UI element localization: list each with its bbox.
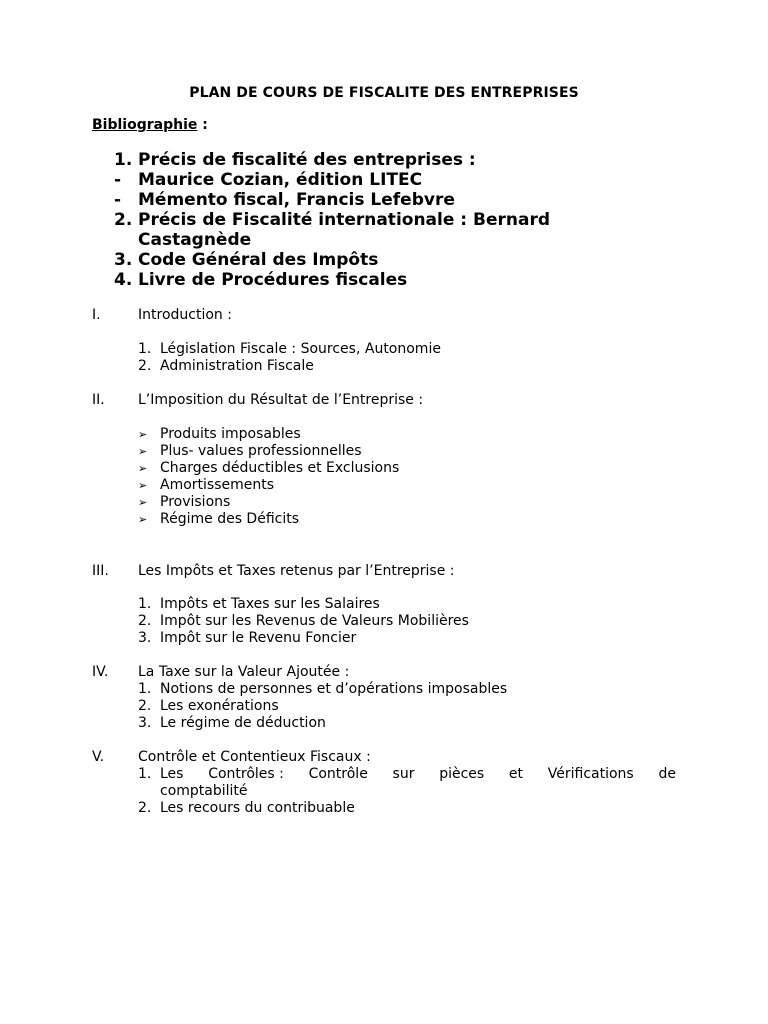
item-marker: 2. [138, 358, 152, 374]
arrow-bullet-icon: ➢ [138, 428, 148, 441]
item-marker: 1. [138, 766, 152, 782]
item-marker: 1. [138, 341, 152, 357]
item-text: Livre de Procédures fiscales [138, 270, 408, 290]
section-title: Introduction : [138, 307, 232, 323]
list-item [0, 511, 768, 528]
item-marker: 2. [114, 210, 133, 230]
bibliography-item [0, 270, 768, 290]
list-item [0, 698, 768, 715]
list-item [0, 766, 768, 800]
item-marker: 2. [138, 613, 152, 629]
section-title: L’Imposition du Résultat de l’Entreprise : [138, 392, 424, 408]
bibliography-item [0, 210, 768, 230]
list-item [0, 630, 768, 647]
list-item [0, 596, 768, 613]
item-text: Mémento fiscal, Francis Lefebvre [138, 190, 455, 210]
section-title: Les Impôts et Taxes retenus par l’Entreprise : [138, 563, 455, 579]
section-numeral: IV. [92, 664, 109, 680]
item-text: Les recours du contribuable [160, 800, 355, 816]
word: Contrôle [308, 766, 368, 782]
item-marker: 3. [138, 715, 152, 731]
section-title: La Taxe sur la Valeur Ajoutée : [138, 664, 350, 680]
list-item [0, 443, 768, 460]
list-item [0, 494, 768, 511]
section-item-list [0, 426, 768, 528]
item-text-line-2: comptabilité [160, 783, 248, 799]
section-item-list [0, 766, 768, 817]
item-text: Code Général des Impôts [138, 250, 379, 270]
arrow-bullet-icon: ➢ [138, 462, 148, 475]
item-text: Notions de personnes et d’opérations imposables [160, 681, 508, 697]
list-item [0, 460, 768, 477]
item-text: Impôt sur le Revenu Foncier [160, 630, 357, 646]
bibliography-label-text: Bibliographie [92, 117, 198, 133]
section-numeral: V. [92, 749, 105, 765]
item-text: Impôts et Taxes sur les Salaires [160, 596, 380, 612]
item-text: Castagnède [138, 230, 252, 250]
word: pièces [439, 766, 485, 782]
item-text: Produits imposables [160, 426, 301, 442]
item-text: Précis de fiscalité des entreprises : [138, 150, 476, 170]
list-item [0, 341, 768, 358]
item-marker: 1. [114, 150, 133, 170]
arrow-bullet-icon: ➢ [138, 445, 148, 458]
list-item [0, 358, 768, 375]
bibliography-item [0, 170, 768, 190]
item-marker: - [114, 190, 122, 210]
item-marker: - [114, 170, 122, 190]
list-item [0, 613, 768, 630]
word: sur [392, 766, 415, 782]
item-text: Régime des Déficits [160, 511, 300, 527]
bibliography-label [92, 117, 208, 133]
word: et [508, 766, 524, 782]
word: Vérifications [547, 766, 634, 782]
section-title: Contrôle et Contentieux Fiscaux : [138, 749, 371, 765]
section-numeral: III. [92, 563, 109, 579]
bibliography-list [0, 150, 768, 290]
word: Contrôles : [208, 766, 284, 782]
item-text: Amortissements [160, 477, 275, 493]
word: de [658, 766, 676, 782]
item-text: Plus- values professionnelles [160, 443, 362, 459]
item-marker: 1. [138, 681, 152, 697]
item-text: Les exonérations [160, 698, 279, 714]
arrow-bullet-icon: ➢ [138, 479, 148, 492]
section-item-list [0, 681, 768, 732]
bibliography-item [0, 190, 768, 210]
list-item [0, 715, 768, 732]
list-item [0, 477, 768, 494]
item-text: Précis de Fiscalité internationale : Bernard [138, 210, 551, 230]
item-text: Législation Fiscale : Sources, Autonomie [160, 341, 441, 357]
section-item-list [0, 596, 768, 647]
list-item [0, 681, 768, 698]
arrow-bullet-icon: ➢ [138, 513, 148, 526]
item-marker: 3. [138, 630, 152, 646]
item-marker: 3. [114, 250, 133, 270]
item-text: Charges déductibles et Exclusions [160, 460, 400, 476]
list-item [0, 426, 768, 443]
item-text: Impôt sur les Revenus de Valeurs Mobilières [160, 613, 469, 629]
item-marker: 1. [138, 596, 152, 612]
document-title: PLAN DE COURS DE FISCALITE DES ENTREPRISES [189, 85, 579, 101]
section-numeral: II. [92, 392, 105, 408]
item-text: Maurice Cozian, édition LITEC [138, 170, 423, 190]
item-marker: 4. [114, 270, 133, 290]
item-text-line-1 [160, 766, 676, 783]
item-text: Le régime de déduction [160, 715, 326, 731]
word: Les [160, 766, 184, 782]
list-item [0, 800, 768, 817]
bibliography-colon: : [197, 117, 208, 133]
bibliography-item [0, 230, 768, 250]
item-text: Administration Fiscale [160, 358, 314, 374]
bibliography-item [0, 150, 768, 170]
item-marker: 2. [138, 698, 152, 714]
section-numeral: I. [92, 307, 101, 323]
bibliography-item [0, 250, 768, 270]
arrow-bullet-icon: ➢ [138, 496, 148, 509]
section-item-list [0, 341, 768, 375]
item-marker: 2. [138, 800, 152, 816]
item-text: Provisions [160, 494, 231, 510]
